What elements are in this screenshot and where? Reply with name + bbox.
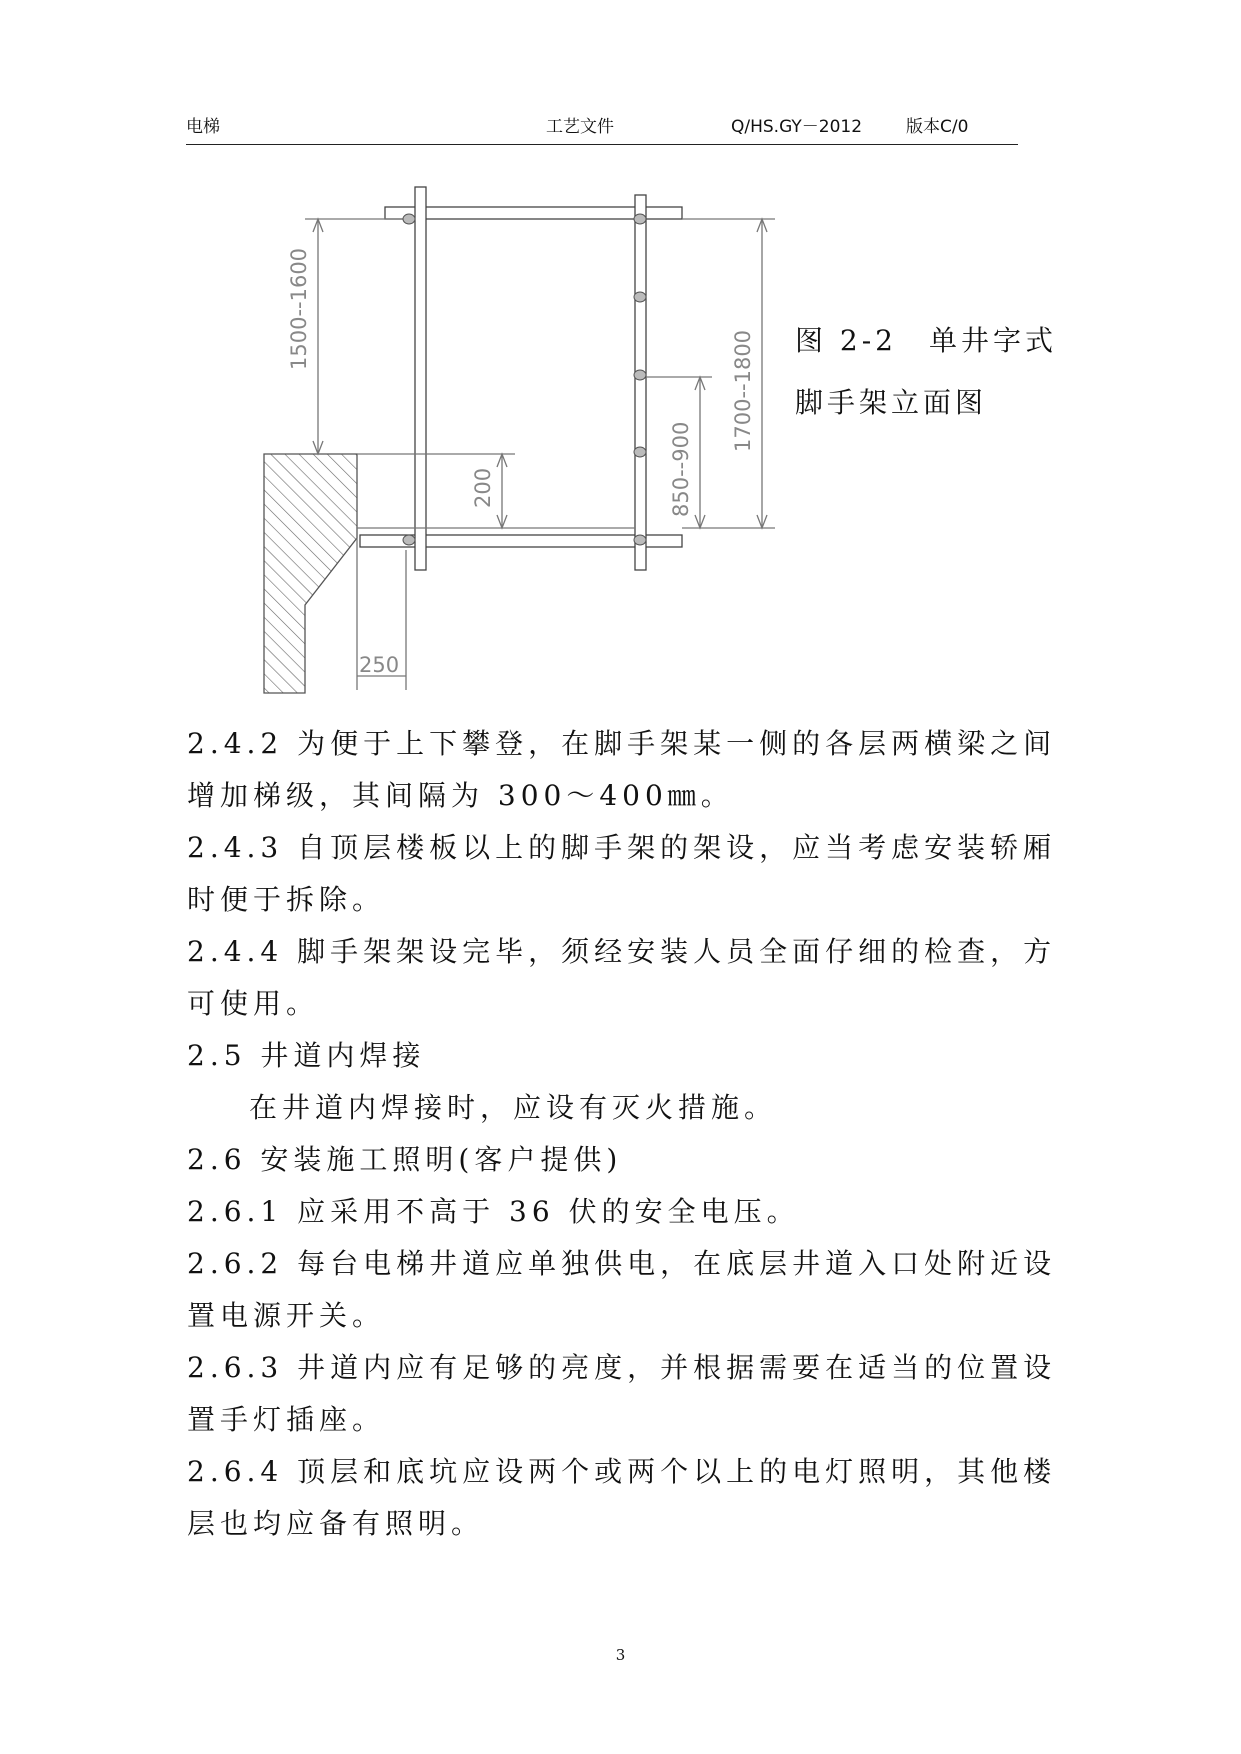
header-product: 电梯 — [186, 117, 220, 137]
clamp — [403, 535, 415, 545]
section-heading: 2.6 安装施工照明(客户提供) — [187, 1143, 623, 1176]
dim-label-200: 200 — [471, 467, 495, 508]
paragraph: 2.6.1 应采用不高于 36 伏的安全电压。 — [187, 1195, 800, 1228]
figure-caption-line2: 脚手架立面图 — [795, 386, 988, 419]
section-heading: 2.5 井道内焊接 — [187, 1039, 426, 1072]
paragraph: 2.6.4 顶层和底坑应设两个或两个以上的电灯照明，其他楼层也均应备有照明。 — [187, 1455, 1057, 1540]
clamp — [634, 447, 646, 457]
paragraph: 2.4.4 脚手架架设完毕，须经安装人员全面仔细的检查，方可使用。 — [187, 935, 1057, 1020]
header-version: 版本C/0 — [906, 117, 969, 137]
paragraph: 2.4.3 自顶层楼板以上的脚手架的架设，应当考虑安装轿厢时便于拆除。 — [187, 831, 1057, 916]
dim-label-right: 1700--1800 — [731, 329, 755, 452]
clamp — [634, 370, 646, 380]
scaffold-elevation-drawing — [250, 180, 790, 700]
dim-label-middle: 850--900 — [669, 421, 693, 517]
wall-section — [264, 454, 357, 693]
paragraph: 在井道内焊接时，应设有灭火措施。 — [249, 1091, 778, 1124]
body-text — [187, 718, 1067, 1550]
left-pole — [415, 187, 426, 570]
header-doc-type: 工艺文件 — [546, 117, 614, 137]
clamp — [634, 292, 646, 302]
right-pole — [635, 195, 646, 570]
paragraph: 2.6.3 井道内应有足够的亮度，并根据需要在适当的位置设置手灯插座。 — [187, 1351, 1057, 1436]
paragraph: 2.4.2 为便于上下攀登，在脚手架某一侧的各层两横梁之间增加梯级，其间隔为 300～400㎜。 — [187, 727, 1057, 812]
dim-label-left: 1500--1600 — [287, 247, 311, 370]
clamp — [634, 535, 646, 545]
clamp — [634, 214, 646, 224]
figure-caption — [795, 310, 1057, 434]
figure-caption-line1: 图 2-2 单井字式 — [795, 324, 1057, 357]
dim-label-bottom: 250 — [359, 653, 400, 677]
paragraph: 2.6.2 每台电梯井道应单独供电，在底层井道入口处附近设置电源开关。 — [187, 1247, 1057, 1332]
page-header — [186, 108, 1018, 145]
header-doc-code: Q/HS.GY－2012 — [731, 117, 863, 137]
page-number: 3 — [615, 1646, 626, 1664]
clamp — [403, 214, 415, 224]
